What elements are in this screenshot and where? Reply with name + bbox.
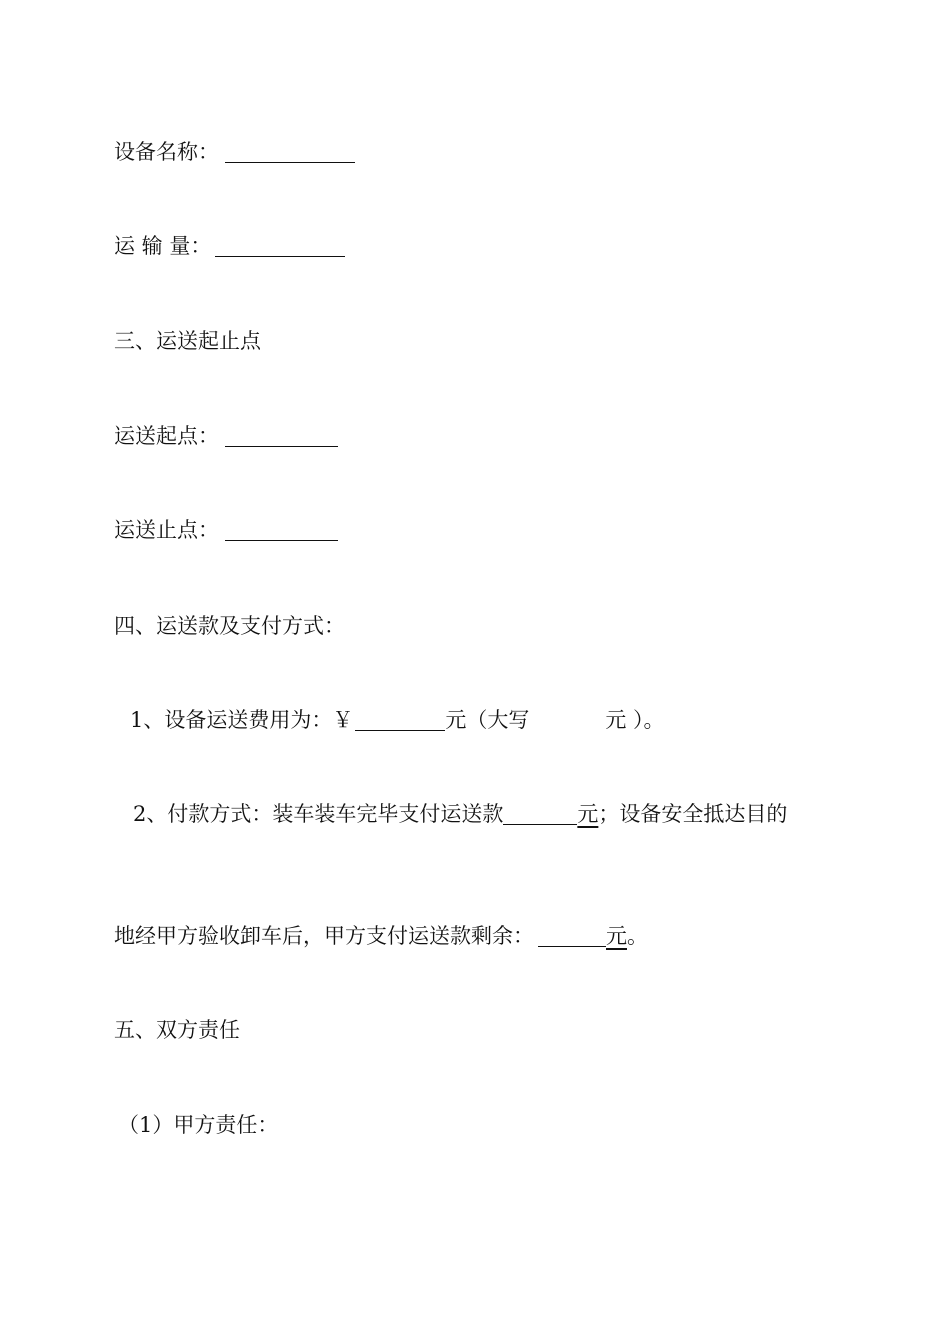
end-point-blank (225, 518, 338, 541)
payment-remaining-blank (538, 924, 606, 947)
payment-cont-line (114, 922, 648, 950)
payment-remaining-unit: 元 (606, 924, 627, 948)
fee-item-line (130, 706, 665, 734)
party-a-heading: （1）甲方责任： (118, 1113, 279, 1137)
end-point-label: 运送止点： (114, 518, 219, 542)
section4-heading: 四、运送款及支付方式： (114, 614, 345, 638)
fee-capital-unit: 元 ）。 (605, 708, 665, 732)
end-point-line (114, 516, 338, 544)
payment-item-line (133, 800, 787, 828)
transport-volume-blank (215, 234, 345, 257)
equipment-name-label: 设备名称： (114, 140, 219, 164)
payment-item-prefix: 2、付款方式：装车装车完毕支付运送款 (133, 802, 504, 826)
transport-volume-line (114, 232, 345, 260)
equipment-name-blank (225, 140, 355, 163)
fee-item-unit: 元 (445, 708, 467, 732)
payment-cont-suffix: 。 (627, 924, 648, 948)
section3-heading: 三、运送起止点 (114, 329, 261, 353)
fee-capital-open: （大写 (466, 708, 530, 732)
payment-first-blank (503, 802, 577, 825)
fee-amount-blank (355, 708, 445, 731)
fee-item-prefix: 1、设备运送费用为：￥ (130, 708, 354, 732)
transport-volume-label: 运 输 量： (114, 234, 212, 258)
start-point-label: 运送起点： (114, 424, 219, 448)
payment-cont-prefix: 地经甲方验收卸车后，甲方支付运送款剩余： (114, 924, 534, 948)
payment-first-unit: 元 (577, 802, 599, 826)
section5-heading: 五、双方责任 (114, 1018, 240, 1042)
payment-item-suffix: ；设备安全抵达目的 (598, 802, 788, 826)
start-point-line (114, 422, 338, 450)
start-point-blank (225, 424, 338, 447)
equipment-name-line (114, 138, 355, 166)
